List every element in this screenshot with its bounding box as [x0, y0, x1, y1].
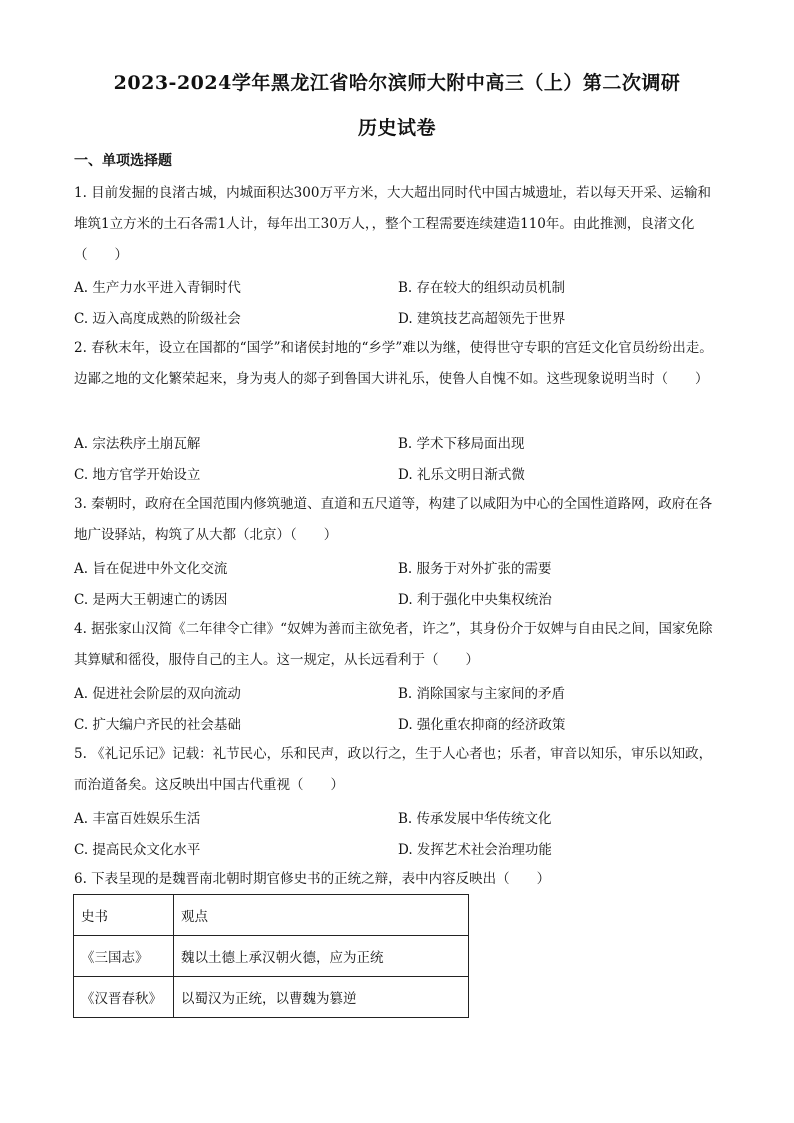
question-2-option-b: B. 学术下移局面出现	[398, 436, 525, 452]
question-4-option-d: D. 强化重农抑商的经济政策	[398, 717, 566, 733]
question-2-stem: 2. 春秋末年，设立在国都的“国学”和诸侯封地的“乡学”难以为继，使得世守专职的宫廷文化官员纷纷出走。边鄙之地的文化繁荣起来，身为夷人的郯子到鲁国大讲礼乐，使鲁人自愧不如。这些现象说明当时（ ）	[74, 340, 713, 387]
question-3-option-b: B. 服务于对外扩张的需要	[398, 561, 552, 577]
question-4-option-b: B. 消除国家与主家间的矛盾	[398, 686, 566, 702]
question-4-option-a: A. 促进社会阶层的双向流动	[74, 686, 241, 702]
table-cell: 《三国志》	[74, 936, 174, 977]
question-3-stem: 3. 秦朝时，政府在全国范围内修筑驰道、直道和五尺道等，构建了以咸阳为中心的全国性道路网，政府在各地广设驿站，构筑了从大都（北京）（ ）	[74, 496, 713, 543]
question-5-stem: 5. 《礼记乐记》记载：礼节民心，乐和民声，政以行之，生于人心者也；乐者，审音以知乐，审乐以知政，而治道备矣。这反映出中国古代重视（ ）	[74, 746, 713, 793]
question-4-stem: 4. 据张家山汉简《二年律令亡律》“奴婢为善而主欲免者，许之”，其身份介于奴婢与自由民之间，国家免除其算赋和徭役，服侍自己的主人。这一规定，从长远看利于（ ）	[74, 621, 713, 668]
question-2-option-d: D. 礼乐文明日渐式微	[398, 467, 525, 483]
history-table	[73, 894, 469, 1018]
question-3-option-a: A. 旨在促进中外文化交流	[74, 561, 228, 577]
question-2-option-a: A. 宗法秩序土崩瓦解	[74, 436, 201, 452]
table-row	[74, 936, 469, 977]
question-3-option-d: D. 利于强化中央集权统治	[398, 592, 552, 608]
table-cell: 魏以土德上承汉朝火德，应为正统	[174, 936, 469, 977]
question-2-option-c: C. 地方官学开始设立	[74, 467, 201, 483]
question-1-option-a: A. 生产力水平进入青铜时代	[74, 280, 241, 296]
table-row	[74, 977, 469, 1018]
table-header-cell: 观点	[174, 895, 469, 936]
question-4-option-c: C. 扩大编户齐民的社会基础	[74, 717, 241, 733]
question-3-option-c: C. 是两大王朝速亡的诱因	[74, 592, 228, 608]
question-5-option-d: D. 发挥艺术社会治理功能	[398, 842, 552, 858]
question-5-option-a: A. 丰富百姓娱乐生活	[74, 811, 201, 827]
table-header-cell: 史书	[74, 895, 174, 936]
question-1-stem: 1. 目前发掘的良渚古城，内城面积达300万平方米，大大超出同时代中国古城遗址，若以每天开采、运输和堆筑1立方米的土石各需1人计，每年出工30万人，，整个工程需要连续建造110年。由此推测，良渚文化（ ）	[74, 185, 711, 263]
question-6-stem: 6. 下表呈现的是魏晋南北朝时期官修史书的正统之辩，表中内容反映出（ ）	[74, 871, 551, 887]
exam-title: 2023-2024学年黑龙江省哈尔滨师大附中高三（上）第二次调研	[113, 72, 681, 94]
exam-subtitle: 历史试卷	[357, 117, 436, 139]
table-header-row	[74, 895, 469, 936]
question-5-option-c: C. 提高民众文化水平	[74, 842, 201, 858]
question-1-option-d: D. 建筑技艺高超领先于世界	[398, 311, 566, 327]
question-5-option-b: B. 传承发展中华传统文化	[398, 811, 552, 827]
question-1-option-c: C. 迈入高度成熟的阶级社会	[74, 311, 241, 327]
question-1-option-b: B. 存在较大的组织动员机制	[398, 280, 566, 296]
table-cell: 以蜀汉为正统，以曹魏为篡逆	[174, 977, 469, 1018]
table-cell: 《汉晋春秋》	[74, 977, 174, 1018]
section-heading: 一、单项选择题	[74, 153, 172, 169]
